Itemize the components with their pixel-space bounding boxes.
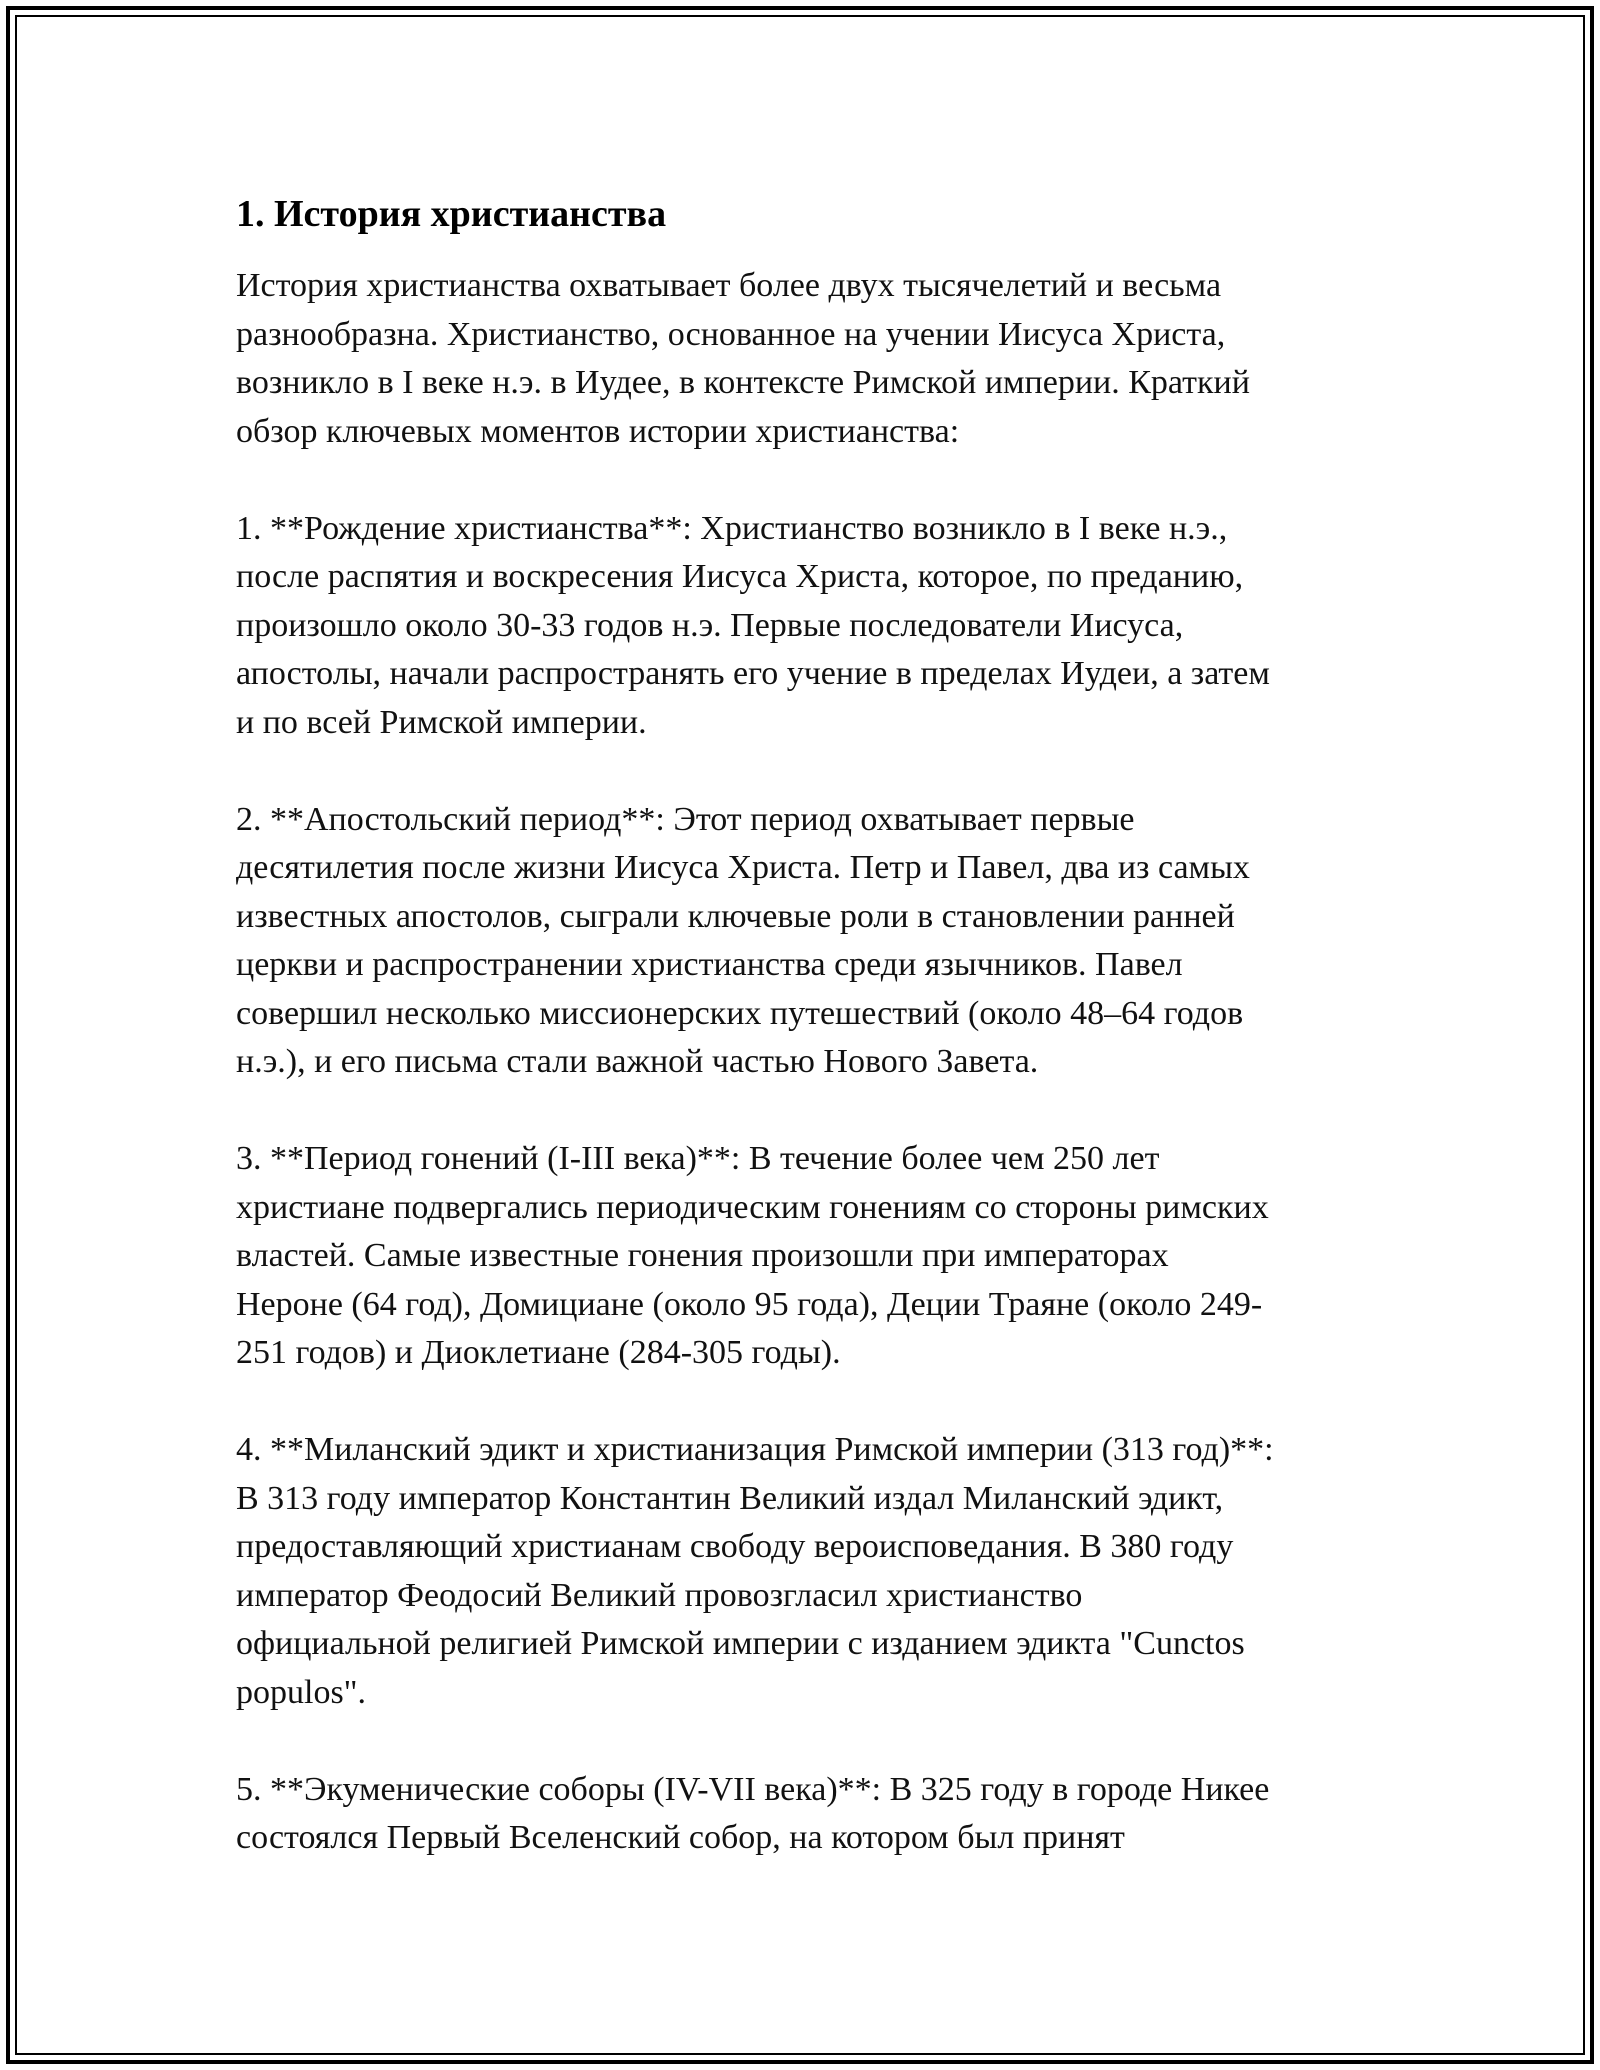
text-line: после распятия и воскресения Иисуса Христа, которое, по преданию, (236, 558, 1244, 595)
list-item-edict-of-milan (236, 1426, 1376, 1717)
text-line: совершил несколько миссионерских путешествий (около 48–64 годов (236, 994, 1244, 1032)
text-line: властей. Самые известные гонения произошли при императорах (236, 1237, 1169, 1274)
text-line: император Феодосий Великий провозгласил христианство (236, 1576, 1083, 1614)
text-line: populos". (236, 1673, 367, 1711)
text-line: состоялся Первый Вселенский собор, на котором был принят (236, 1819, 1125, 1856)
list-item-apostolic-period (236, 796, 1376, 1087)
text-line: В 313 году император Константин Великий издал Миланский эдикт, (236, 1479, 1224, 1517)
text-line: 2. **Апостольский период**: Этот период охватывает первые (236, 800, 1135, 838)
text-line: обзор ключевых моментов истории христианства: (236, 412, 960, 450)
text-line: апостолы, начали распространять его учение в пределах Иудеи, а затем (236, 655, 1270, 692)
text-line: произошло около 30-33 годов н.э. Первые последователи Иисуса, (236, 606, 1184, 644)
list-item-birth-of-christianity (236, 505, 1376, 748)
section-heading: 1. История христианства (236, 193, 667, 235)
text-line: и по всей Римской империи. (236, 703, 647, 741)
intro-paragraph (236, 262, 1376, 456)
text-line: десятилетия после жизни Иисуса Христа. Петр и Павел, два из самых (236, 849, 1250, 886)
text-line: 251 годов) и Диоклетиане (284-305 годы). (236, 1334, 841, 1371)
text-line: 1. **Рождение христианства**: Христианство возникло в I веке н.э., (236, 509, 1228, 547)
document-body (236, 186, 1376, 1863)
text-line: 3. **Период гонений (I-III века)**: В течение более чем 250 лет (236, 1140, 1160, 1177)
text-line: 5. **Экуменические соборы (IV-VII века)**: В 325 году в городе Никее (236, 1770, 1270, 1808)
text-line: предоставляющий христианам свободу вероисповедания. В 380 году (236, 1528, 1234, 1565)
text-line: известных апостолов, сыграли ключевые роли в становлении ранней (236, 897, 1235, 935)
text-line: 4. **Миланский эдикт и христианизация Римской империи (313 год)**: (236, 1431, 1274, 1468)
text-line: возникло в I веке н.э. в Иудее, в контексте Римской империи. Краткий (236, 364, 1250, 401)
text-line: церкви и распространении христианства среди язычников. Павел (236, 946, 1183, 983)
list-item-persecution-period (236, 1135, 1376, 1378)
text-line: разнообразна. Христианство, основанное на учении Иисуса Христа, (236, 315, 1226, 353)
text-line: официальной религией Римской империи с изданием эдикта "Cunctos (236, 1625, 1245, 1662)
text-line: Нероне (64 год), Домициане (около 95 года), Деции Траяне (около 249- (236, 1285, 1263, 1323)
text-line: История христианства охватывает более двух тысячелетий и весьма (236, 267, 1222, 304)
text-line: христиане подвергались периодическим гонениям со стороны римских (236, 1188, 1269, 1226)
list-item-ecumenical-councils (236, 1766, 1376, 1863)
text-line: н.э.), и его письма стали важной частью Нового Завета. (236, 1043, 1039, 1080)
